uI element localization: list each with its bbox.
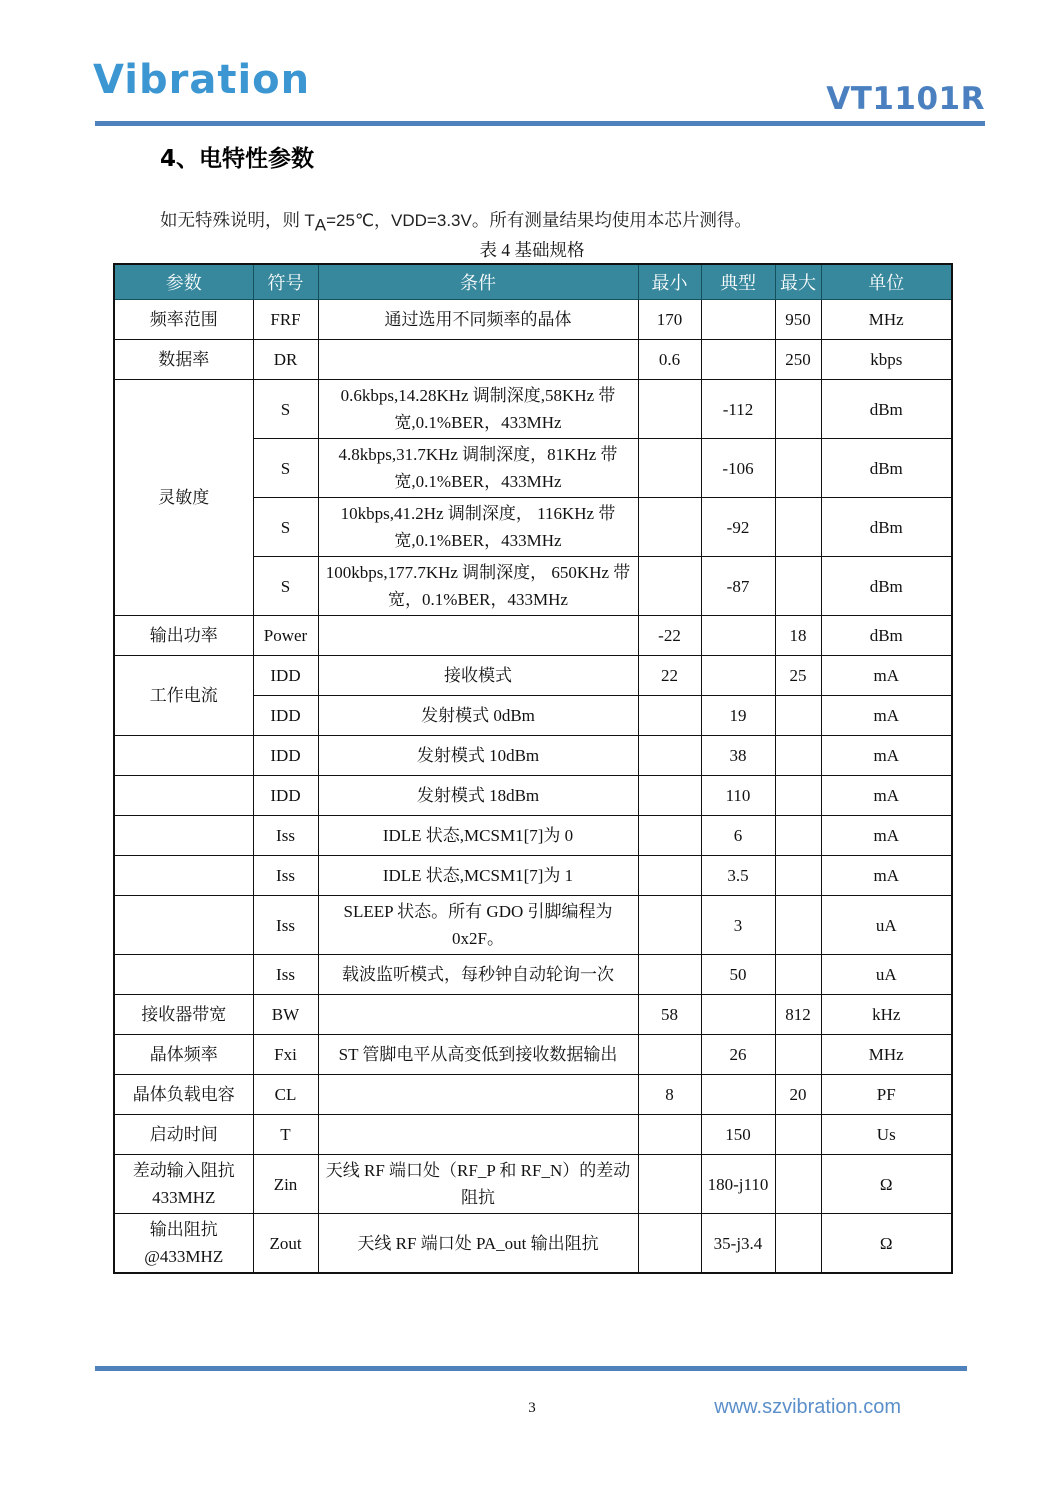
cell-symbol: Zout	[253, 1214, 318, 1274]
cell-unit: Us	[821, 1115, 952, 1155]
cell-parameter-line2: 433MHZ	[152, 1188, 216, 1207]
cell-condition	[318, 1115, 638, 1155]
cell-symbol: Fxi	[253, 1035, 318, 1075]
cell-max	[775, 1115, 821, 1155]
cell-symbol: IDD	[253, 696, 318, 736]
cell-max	[775, 557, 821, 616]
cell-min	[638, 380, 701, 439]
cell-symbol: Iss	[253, 896, 318, 955]
cell-parameter	[114, 856, 253, 896]
table-row	[114, 816, 952, 856]
cell-min: -22	[638, 616, 701, 656]
company-logo: Vibration	[93, 57, 311, 103]
cell-max	[775, 380, 821, 439]
cell-condition	[318, 340, 638, 380]
cell-unit: uA	[821, 955, 952, 995]
cell-max	[775, 1214, 821, 1274]
column-header-1: 参数	[114, 264, 253, 300]
cell-condition: 载波监听模式，每秒钟自动轮询一次	[318, 955, 638, 995]
table-row	[114, 1075, 952, 1115]
cell-unit: mA	[821, 816, 952, 856]
table-row	[114, 1035, 952, 1075]
cell-max	[775, 696, 821, 736]
website-link[interactable]: www.szvibration.com	[714, 1396, 901, 1418]
cell-max: 25	[775, 656, 821, 696]
cell-typical	[701, 340, 775, 380]
column-header-2: 符号	[253, 264, 318, 300]
spec-table	[113, 263, 953, 1274]
cell-unit: mA	[821, 696, 952, 736]
cell-min: 58	[638, 995, 701, 1035]
cell-condition: 发射模式 18dBm	[318, 776, 638, 816]
cell-min	[638, 557, 701, 616]
cell-symbol: Zin	[253, 1155, 318, 1214]
cell-typical	[701, 300, 775, 340]
table-row	[114, 1155, 952, 1214]
cell-typical: 3.5	[701, 856, 775, 896]
intro-symbol-sub: A	[314, 215, 327, 235]
table-row	[114, 380, 952, 439]
cell-condition: ST 管脚电平从高变低到接收数据输出	[318, 1035, 638, 1075]
cell-typical: 50	[701, 955, 775, 995]
cell-condition: SLEEP 状态。所有 GDO 引脚编程为 0x2F。	[318, 896, 638, 955]
cell-typical: 38	[701, 736, 775, 776]
cell-unit: dBm	[821, 498, 952, 557]
cell-symbol: IDD	[253, 776, 318, 816]
cell-condition: 4.8kbps,31.7KHz 调制深度，81KHz 带宽,0.1%BER，433MHz	[318, 439, 638, 498]
cell-min	[638, 955, 701, 995]
cell-unit: dBm	[821, 616, 952, 656]
cell-unit: MHz	[821, 300, 952, 340]
spec-table-header	[114, 264, 952, 300]
column-header-3: 条件	[318, 264, 638, 300]
cell-typical	[701, 616, 775, 656]
cell-condition: 天线 RF 端口处（RF_P 和 RF_N）的差动阻抗	[318, 1155, 638, 1214]
cell-parameter	[114, 955, 253, 995]
cell-max	[775, 498, 821, 557]
cell-typical	[701, 995, 775, 1035]
cell-typical: 150	[701, 1115, 775, 1155]
cell-unit: dBm	[821, 439, 952, 498]
cell-condition: 通过选用不同频率的晶体	[318, 300, 638, 340]
cell-max: 812	[775, 995, 821, 1035]
cell-symbol: CL	[253, 1075, 318, 1115]
cell-min: 0.6	[638, 340, 701, 380]
cell-parameter: 数据率	[114, 340, 253, 380]
cell-condition: 100kbps,177.7KHz 调制深度， 650KHz 带宽，0.1%BER，433MHz	[318, 557, 638, 616]
cell-parameter: 晶体负载电容	[114, 1075, 253, 1115]
cell-min	[638, 896, 701, 955]
cell-condition: 10kbps,41.2Hz 调制深度， 116KHz 带宽,0.1%BER，433MHz	[318, 498, 638, 557]
cell-min	[638, 736, 701, 776]
intro-post: 。所有测量结果均使用本芯片测得。	[471, 210, 752, 230]
cell-max: 950	[775, 300, 821, 340]
footer-divider	[95, 1366, 967, 1371]
cell-symbol: S	[253, 498, 318, 557]
cell-condition: 接收模式	[318, 656, 638, 696]
cell-condition: 天线 RF 端口处 PA_out 输出阻抗	[318, 1214, 638, 1274]
cell-parameter: 输出功率	[114, 616, 253, 656]
cell-typical: 180-j110	[701, 1155, 775, 1214]
cell-parameter: 晶体频率	[114, 1035, 253, 1075]
intro-symbol-t: T	[304, 211, 315, 230]
cell-symbol: Iss	[253, 816, 318, 856]
cell-unit: kbps	[821, 340, 952, 380]
cell-max	[775, 1155, 821, 1214]
page-number: 3	[528, 1400, 536, 1416]
cell-symbol: BW	[253, 995, 318, 1035]
cell-min	[638, 498, 701, 557]
cell-condition: 0.6kbps,14.28KHz 调制深度,58KHz 带宽,0.1%BER，433MHz	[318, 380, 638, 439]
cell-min	[638, 696, 701, 736]
table-row	[114, 1214, 952, 1274]
cell-condition	[318, 616, 638, 656]
cell-typical	[701, 656, 775, 696]
header-divider	[95, 121, 985, 126]
cell-condition: IDLE 状态,MCSM1[7]为 0	[318, 816, 638, 856]
cell-min	[638, 1035, 701, 1075]
cell-max	[775, 816, 821, 856]
cell-parameter	[114, 896, 253, 955]
cell-typical: 35-j3.4	[701, 1214, 775, 1274]
table-row	[114, 955, 952, 995]
cell-unit: dBm	[821, 557, 952, 616]
cell-condition	[318, 995, 638, 1035]
cell-min: 8	[638, 1075, 701, 1115]
cell-min	[638, 776, 701, 816]
cell-min: 170	[638, 300, 701, 340]
column-header-7: 单位	[821, 264, 952, 300]
cell-min	[638, 439, 701, 498]
column-header-5: 典型	[701, 264, 775, 300]
cell-min	[638, 1214, 701, 1274]
table-row	[114, 776, 952, 816]
cell-max: 20	[775, 1075, 821, 1115]
header-row	[114, 264, 952, 300]
cell-parameter: 灵敏度	[114, 380, 253, 616]
table-row	[114, 300, 952, 340]
cell-min: 22	[638, 656, 701, 696]
cell-min	[638, 1155, 701, 1214]
cell-unit: PF	[821, 1075, 952, 1115]
cell-unit: Ω	[821, 1155, 952, 1214]
cell-symbol: Iss	[253, 955, 318, 995]
cell-symbol: Power	[253, 616, 318, 656]
product-code: VT1101R	[826, 81, 985, 117]
cell-parameter	[114, 816, 253, 856]
intro-pre: 如无特殊说明，则	[160, 210, 305, 230]
cell-unit: Ω	[821, 1214, 952, 1274]
cell-unit: mA	[821, 776, 952, 816]
cell-min	[638, 816, 701, 856]
cell-typical: 26	[701, 1035, 775, 1075]
cell-symbol: Iss	[253, 856, 318, 896]
cell-parameter: 差动输入阻抗 433MHZ	[114, 1155, 253, 1214]
column-header-4: 最小	[638, 264, 701, 300]
cell-parameter: 输出阻抗 @433MHZ	[114, 1214, 253, 1274]
table-row	[114, 616, 952, 656]
cell-unit: dBm	[821, 380, 952, 439]
cell-symbol: T	[253, 1115, 318, 1155]
cell-unit: mA	[821, 736, 952, 776]
cell-typical: -87	[701, 557, 775, 616]
cell-parameter	[114, 776, 253, 816]
cell-max: 18	[775, 616, 821, 656]
cell-unit: kHz	[821, 995, 952, 1035]
cell-typical: 19	[701, 696, 775, 736]
intro-text	[160, 206, 752, 236]
cell-max	[775, 955, 821, 995]
cell-symbol: S	[253, 557, 318, 616]
cell-parameter-line2: @433MHZ	[144, 1247, 224, 1266]
cell-symbol: IDD	[253, 736, 318, 776]
cell-typical: 6	[701, 816, 775, 856]
cell-max	[775, 776, 821, 816]
column-header-6: 最大	[775, 264, 821, 300]
table-row	[114, 856, 952, 896]
spec-table-body	[114, 300, 952, 1274]
cell-parameter: 接收器带宽	[114, 995, 253, 1035]
cell-max: 250	[775, 340, 821, 380]
cell-typical: 3	[701, 896, 775, 955]
cell-max	[775, 856, 821, 896]
cell-symbol: IDD	[253, 656, 318, 696]
cell-typical: -106	[701, 439, 775, 498]
cell-max	[775, 736, 821, 776]
intro-formula: =25℃，VDD=3.3V	[326, 211, 472, 230]
table-row	[114, 896, 952, 955]
cell-typical: 110	[701, 776, 775, 816]
cell-condition: 发射模式 0dBm	[318, 696, 638, 736]
cell-unit: uA	[821, 896, 952, 955]
table-row	[114, 995, 952, 1035]
cell-parameter: 启动时间	[114, 1115, 253, 1155]
cell-parameter: 工作电流	[114, 656, 253, 736]
cell-symbol: S	[253, 439, 318, 498]
cell-typical: -112	[701, 380, 775, 439]
cell-symbol: DR	[253, 340, 318, 380]
cell-condition: 发射模式 10dBm	[318, 736, 638, 776]
table-row	[114, 736, 952, 776]
cell-unit: mA	[821, 656, 952, 696]
cell-unit: MHz	[821, 1035, 952, 1075]
cell-max	[775, 439, 821, 498]
cell-typical	[701, 1075, 775, 1115]
cell-unit: mA	[821, 856, 952, 896]
section-title: 4、电特性参数	[160, 146, 315, 172]
cell-min	[638, 856, 701, 896]
table-row	[114, 656, 952, 696]
cell-condition	[318, 1075, 638, 1115]
table-caption: 表 4 基础规格	[479, 240, 585, 260]
cell-parameter	[114, 736, 253, 776]
cell-symbol: FRF	[253, 300, 318, 340]
cell-parameter: 频率范围	[114, 300, 253, 340]
cell-symbol: S	[253, 380, 318, 439]
cell-min	[638, 1115, 701, 1155]
cell-condition: IDLE 状态,MCSM1[7]为 1	[318, 856, 638, 896]
cell-max	[775, 896, 821, 955]
cell-max	[775, 1035, 821, 1075]
table-row	[114, 1115, 952, 1155]
cell-typical: -92	[701, 498, 775, 557]
table-row	[114, 340, 952, 380]
